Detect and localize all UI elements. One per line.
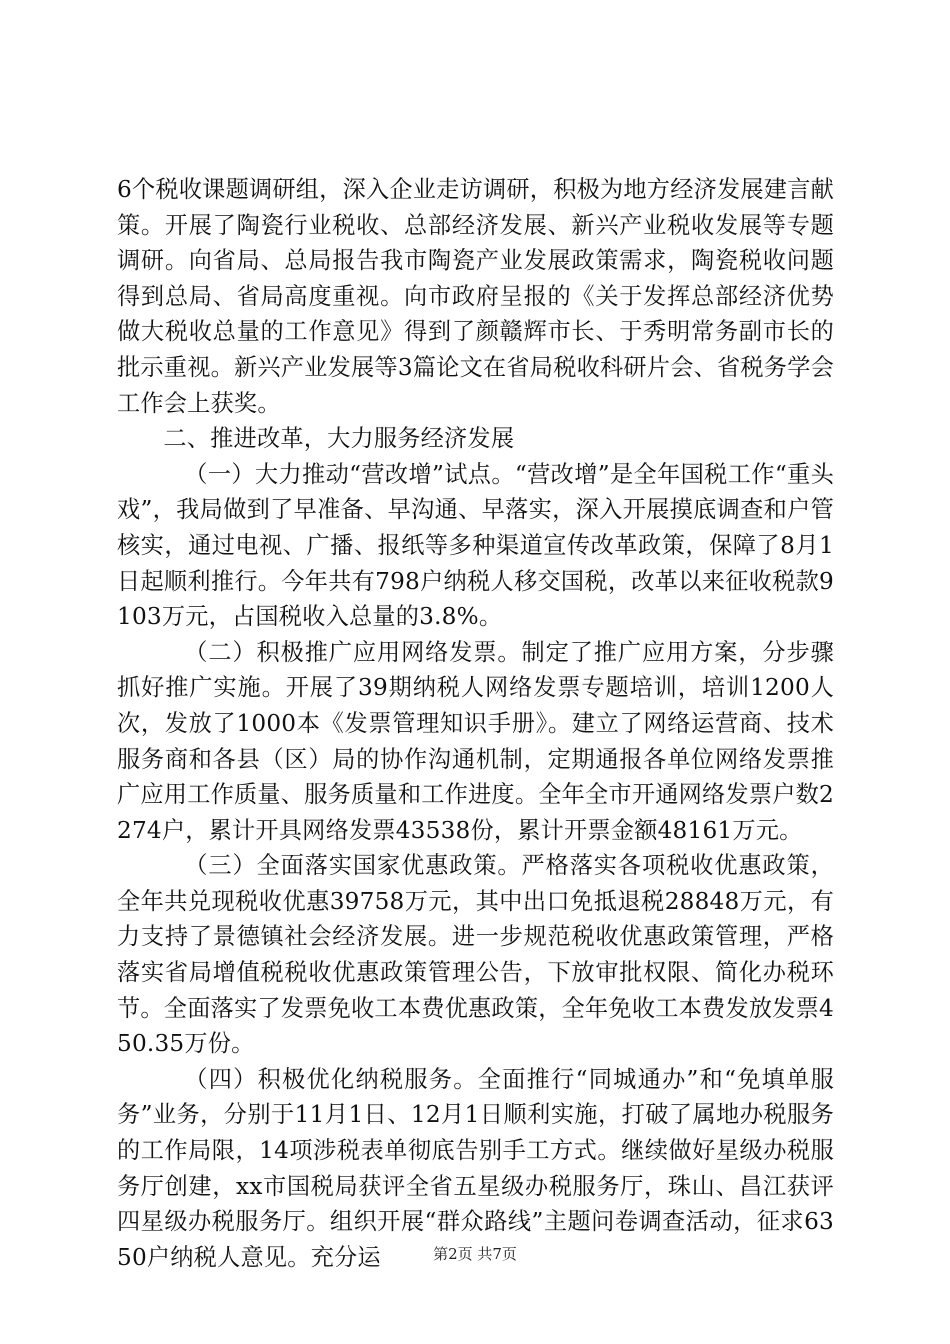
section-heading-reform: 二、推进改革，大力服务经济发展 xyxy=(163,425,515,453)
page-number-footer: 第2页 共7页 xyxy=(433,1245,517,1263)
document-body xyxy=(117,172,834,1275)
paragraph-online-invoice: （二）积极推广应用网络发票。制定了推广应用方案，分步骤抓好推广实施。开展了39期纳税人网络发票专题培训，培训1200人次，发放了1000本《发票管理知识手册》。建立了网络运营商、技术服务商和各县（区）局的协作沟通机制，定期通报各单位网络发票推广应用工作质量、服务质量和工作进度。全年全市开通网络发票户数2274户，累计开具网络发票43538份，累计开票金额48161万元。 xyxy=(117,638,834,844)
paragraph-preferential-policy: （三）全面落实国家优惠政策。严格落实各项税收优惠政策，全年共兑现税收优惠39758万元，其中出口免抵退税28848万元，有力支持了景德镇社会经济发展。进一步规范税收优惠政策管理，严格落实省局增值税税收优惠政策管理公告，下放审批权限、简化办税环节。全面落实了发票免收工本费优惠政策，全年免收工本费发放发票450.35万份。 xyxy=(117,852,834,1058)
paragraph-vat-reform: （一）大力推动“营改增”试点。“营改增”是全年国税工作“重头戏”，我局做到了早准备、早沟通、早落实，深入开展摸底调查和户管核实，通过电视、广播、报纸等多种渠道宣传改革政策，保障了8月1日起顺利推行。今年共有798户纳税人移交国税，改革以来征收税款9103万元，占国税收入总量的3.8%。 xyxy=(117,460,834,631)
paragraph-tax-service: （四）积极优化纳税服务。全面推行“同城通办”和“免填单服务”业务，分别于11月1日、12月1日顺利实施，打破了属地办税服务的工作局限，14项涉税表单彻底告别手工方式。继续做好星级办税服务厅创建，xx市国税局获评全省五星级办税服务厅，珠山、昌江获评四星级办税服务厅。组织开展“群众路线”主题问卷调查活动，征求6350户纳税人意见。充分运 xyxy=(117,1065,834,1271)
paragraph-research: 6个税收课题调研组，深入企业走访调研，积极为地方经济发展建言献策。开展了陶瓷行业税收、总部经济发展、新兴产业税收发展等专题调研。向省局、总局报告我市陶瓷产业发展政策需求，陶瓷税收问题得到总局、省局高度重视。向市政府呈报的《关于发挥总部经济优势做大税收总量的工作意见》得到了颜赣辉市长、于秀明常务副市长的批示重视。新兴产业发展等3篇论文在省局税收科研片会、省税务学会工作会上获奖。 xyxy=(117,176,834,417)
